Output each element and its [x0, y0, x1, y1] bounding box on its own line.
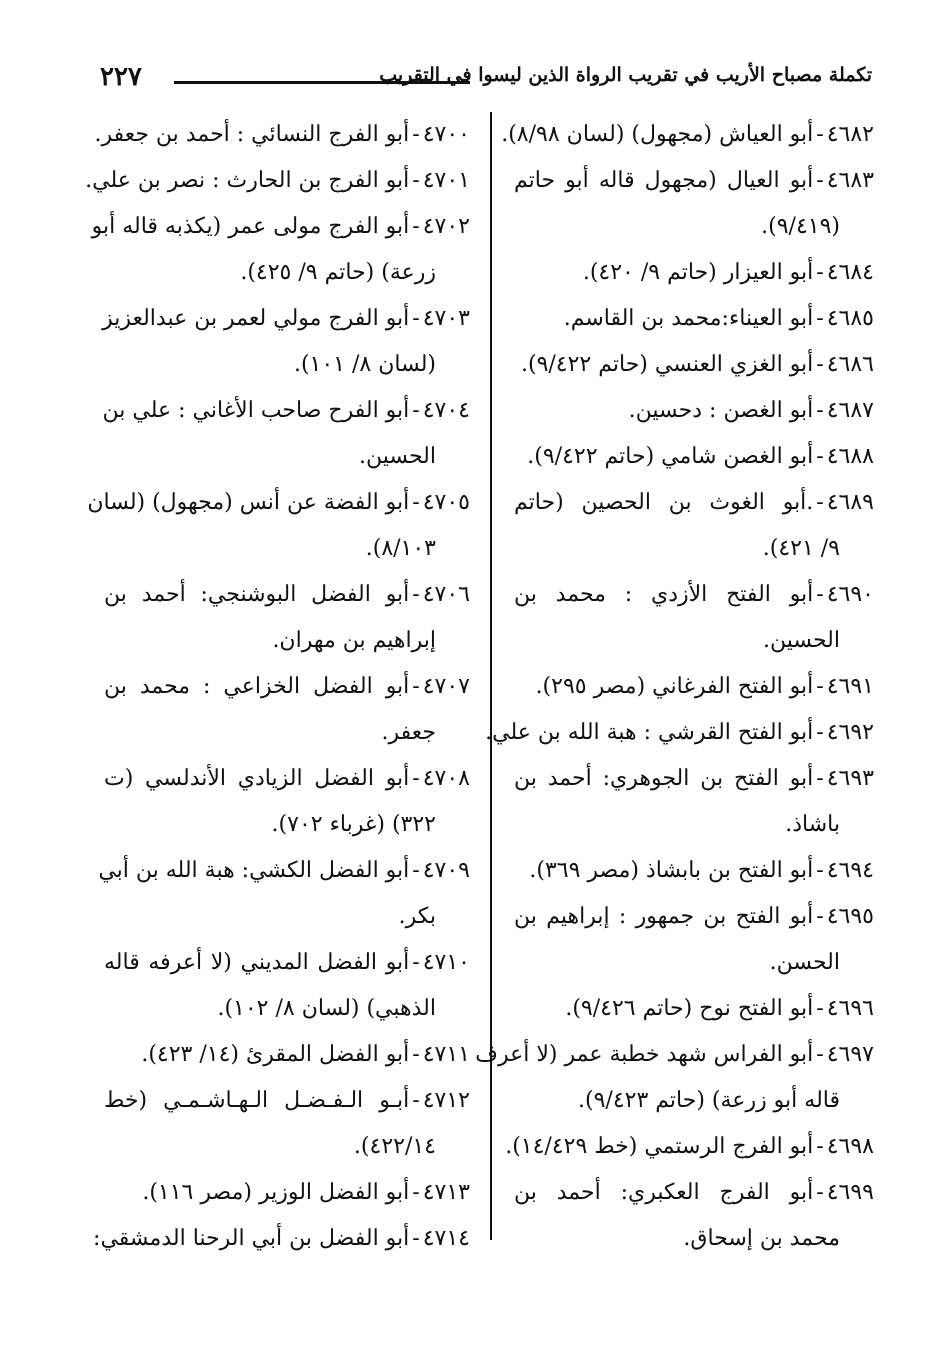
entry-first-line [514, 342, 874, 388]
entry-continuation-line [514, 526, 874, 572]
entry-text: أبو الغصن : دحسين. [628, 398, 814, 423]
entry-item [514, 434, 874, 480]
entry-number: ٤٦٨٢ [826, 122, 874, 147]
entry-number: ٤٦٨٥ [826, 306, 874, 331]
entry-first-line [104, 572, 470, 618]
entry-text: (٩/٤١٩). [761, 214, 840, 239]
entry-dash: - [412, 306, 420, 331]
entry-continuation-line [514, 618, 874, 664]
entry-number: ٤٧٠٥ [422, 490, 470, 515]
entry-item [514, 756, 874, 848]
entry-number: ٤٦٨٨ [826, 444, 874, 469]
entry-continuation-line [514, 940, 874, 986]
entry-text: أبو الفتح الفرغاني (مصر ٢٩٥). [535, 674, 814, 699]
entry-text: أبو الفضل الكشي: هبة الله بن أبي [98, 858, 410, 883]
entry-text: أبو الفتح نوح (حاتم ٩/٤٢٦). [565, 996, 814, 1021]
entry-item [514, 572, 874, 664]
entry-continuation-line [104, 618, 470, 664]
entry-text: ٩/ ٤٢١). [762, 536, 840, 561]
entry-item [514, 986, 874, 1032]
entry-text: أبو الفرج بن الحارث : نصر بن علي. [85, 168, 410, 193]
entry-text: بكر. [398, 904, 436, 929]
entry-number: ٤٦٩٥ [826, 904, 874, 929]
entry-dash: - [412, 858, 420, 883]
entry-first-line [514, 756, 874, 802]
entry-number: ٤٧١٠ [422, 950, 470, 975]
entry-first-line [85, 158, 470, 204]
entry-dash: - [816, 398, 824, 423]
entry-text: أبو الفتح بن بابشاذ (مصر ٣٦٩). [529, 858, 814, 883]
entry-item [104, 664, 470, 756]
entry-continuation-line [104, 894, 470, 940]
entry-text: أبو الفرج النسائي : أحمد بن جعفر. [94, 122, 410, 147]
page-number: ٢٢٧ [100, 62, 142, 92]
entry-continuation-line [104, 250, 470, 296]
entry-text: أبو العيزار (حاتم ٩/ ٤٢٠). [582, 260, 814, 285]
entry-continuation-line [514, 1216, 874, 1262]
entry-dash: - [816, 122, 824, 147]
entry-item [104, 756, 470, 848]
entry-text: أبو الفضل المديني (لا أعرفه قاله [104, 950, 410, 975]
entry-continuation-line [104, 802, 470, 848]
entry-text: أبو الغزي العنسي (حاتم ٩/٤٢٢). [520, 352, 814, 377]
entry-item [514, 158, 874, 250]
entry-number: ٤٦٨٦ [826, 352, 874, 377]
entry-text: (لسان ٨/ ١٠١). [293, 352, 436, 377]
entry-text: ٣٢٢) (غرباء ٧٠٢). [271, 812, 436, 837]
entry-continuation-line [514, 1078, 874, 1124]
entry-item [104, 388, 470, 480]
entry-first-line [104, 388, 470, 434]
entry-item [514, 250, 874, 296]
entry-number: ٤٧٠٧ [422, 674, 470, 699]
entry-number: ٤٧٠٣ [422, 306, 470, 331]
entry-first-line [514, 388, 874, 434]
entry-item [93, 1216, 470, 1262]
entry-text: أبو الغصن شامي (حاتم ٩/٤٢٢). [527, 444, 814, 469]
entry-number: ٤٦٩٣ [826, 766, 874, 791]
entry-dash: - [412, 122, 420, 147]
entry-number: ٤٦٩٨ [826, 1134, 874, 1159]
entry-text: أبو الفرج مولى عمر (يكذبه قاله أبو [91, 214, 410, 239]
entry-continuation-line [514, 204, 874, 250]
entry-text: أبو الفضل المقرئ (١٤/ ٤٢٣). [141, 1042, 410, 1067]
entry-item [104, 296, 470, 388]
entry-item [91, 204, 470, 296]
entry-text: أبو الفتح القرشي : هبة الله بن علي. [485, 720, 814, 745]
entry-first-line [98, 848, 470, 894]
entry-number: ٤٦٨٣ [826, 168, 874, 193]
entry-first-line [104, 1078, 470, 1124]
entry-dash: - [816, 260, 824, 285]
entry-first-line [514, 664, 874, 710]
entry-text: جعفر. [381, 720, 436, 745]
entry-number: ٤٧١٤ [422, 1226, 470, 1251]
entry-number: ٤٧٠٩ [422, 858, 470, 883]
entry-text: ٤٢٢/١٤). [353, 1134, 436, 1159]
entry-continuation-line [104, 986, 470, 1032]
entry-continuation-line [514, 802, 874, 848]
entry-first-line [93, 1216, 470, 1262]
entry-number: ٤٦٩٤ [826, 858, 874, 883]
entry-text: أبو الفضل البوشنجي: أحمد بن [104, 582, 410, 607]
entry-dash: - [412, 950, 420, 975]
entry-first-line [505, 1124, 874, 1170]
entry-first-line [514, 894, 874, 940]
entry-first-line [104, 756, 470, 802]
entry-dash: - [816, 996, 824, 1021]
left-column [85, 112, 470, 1262]
entry-continuation-line [104, 710, 470, 756]
entry-first-line [514, 572, 874, 618]
entry-text: أبو الفضل الخزاعي : محمد بن [104, 674, 410, 699]
entry-text: الحسن. [769, 950, 840, 975]
entry-dash: - [412, 168, 420, 193]
entry-continuation-line [104, 434, 470, 480]
entry-first-line [514, 158, 874, 204]
entry-item [485, 710, 874, 756]
entry-text: أبو العيناء:محمد بن القاسم. [563, 306, 814, 331]
entry-item [104, 1032, 470, 1078]
entry-item [94, 112, 470, 158]
page-header [100, 60, 872, 100]
entry-item [98, 848, 470, 940]
entry-first-line [87, 480, 470, 526]
entry-text: أبو الفضل بن أبي الرحنا الدمشقي: [93, 1226, 410, 1251]
entry-text: أبو الفتح بن الجوهري: أحمد بن [514, 766, 814, 791]
entry-first-line [514, 250, 874, 296]
entry-number: ٤٧٠٨ [422, 766, 470, 791]
entry-dash: - [412, 1088, 420, 1113]
entry-text: أبو الفرج مولي لعمر بن عبدالعزيز [102, 306, 410, 331]
entry-dash: - [816, 858, 824, 883]
entry-number: ٤٦٩٧ [826, 1042, 874, 1067]
entry-text: أبو الفرج العكبري: أحمد بن [514, 1180, 814, 1205]
entry-dash: - [816, 352, 824, 377]
entry-first-line [94, 112, 470, 158]
running-title: تكملة مصباح الأريب في تقريب الرواة الذين ليسوا في التقريب [379, 64, 872, 86]
entry-first-line [104, 664, 470, 710]
entry-continuation-line [104, 1124, 470, 1170]
entry-item [514, 664, 874, 710]
entry-item [87, 480, 470, 572]
entry-first-line [104, 940, 470, 986]
entry-dash: - [412, 674, 420, 699]
entry-number: ٤٧١٢ [422, 1088, 470, 1113]
entry-dash: - [412, 1042, 420, 1067]
entry-text: أبو الفرج الرستمي (خط ١٤/٤٢٩). [505, 1134, 814, 1159]
entry-dash: - [412, 766, 420, 791]
entry-first-line [514, 986, 874, 1032]
entry-first-line [514, 848, 874, 894]
entry-text: أبـو الـفـضـل الـهـاشـمـي (خط [104, 1088, 410, 1113]
entry-dash: - [412, 1226, 420, 1251]
entry-number: ٤٦٩٠ [826, 582, 874, 607]
entry-item [104, 1078, 470, 1170]
entry-number: ٤٦٩٦ [826, 996, 874, 1021]
entry-number: ٤٧١١ [422, 1042, 470, 1067]
entry-text: أبو الفراس شهد خطبة عمر (لا أعرف [475, 1042, 814, 1067]
entry-text: أبو العياش (مجهول) (لسان ٨/٩٨). [501, 122, 814, 147]
entry-first-line [514, 434, 874, 480]
entry-text: إبراهيم بن مهران. [272, 628, 436, 653]
entry-first-line [501, 112, 874, 158]
entry-first-line [91, 204, 470, 250]
entry-number: ٤٦٨٧ [826, 398, 874, 423]
entry-dash: - [816, 1042, 824, 1067]
right-column [475, 112, 874, 1262]
entry-text: أبو الفتح بن جمهور : إبراهيم بن [514, 904, 814, 929]
entry-item [514, 388, 874, 434]
entry-continuation-line [104, 342, 470, 388]
entry-number: ٤٧٠١ [422, 168, 470, 193]
entry-item [475, 1032, 874, 1124]
entry-item [104, 572, 470, 664]
entry-dash: - [816, 168, 824, 193]
entry-first-line [485, 710, 874, 756]
entry-dash: - [412, 398, 420, 423]
entry-dash: - [412, 1180, 420, 1205]
entry-item [514, 296, 874, 342]
entry-text: أبو العيال (مجهول قاله أبو حاتم [514, 168, 814, 193]
entry-first-line [104, 1170, 470, 1216]
entry-item [104, 940, 470, 1032]
entry-dash: - [816, 306, 824, 331]
entry-number: ٤٦٨٤ [826, 260, 874, 285]
entry-dash: - [816, 1180, 824, 1205]
entry-first-line [514, 480, 874, 526]
entry-item [514, 894, 874, 986]
entry-item [104, 1170, 470, 1216]
entry-text: محمد بن إسحاق. [683, 1226, 840, 1251]
entry-item [514, 848, 874, 894]
entry-dash: - [816, 674, 824, 699]
entry-text: ٨/١٠٣). [365, 536, 436, 561]
entry-number: ٤٧٠٤ [422, 398, 470, 423]
entry-dash: - [816, 582, 824, 607]
entry-dash: - [816, 1134, 824, 1159]
entry-text: .أبو الغوث بن الحصين (حاتم [514, 490, 814, 515]
entry-text: الذهبي) (لسان ٨/ ١٠٢). [217, 996, 436, 1021]
entry-text: باشاذ. [785, 812, 840, 837]
entry-text: أبو الفضة عن أنس (مجهول) (لسان [87, 490, 410, 515]
entry-dash: - [816, 720, 824, 745]
entry-item [514, 342, 874, 388]
entry-number: ٤٧٠٠ [422, 122, 470, 147]
entry-item [85, 158, 470, 204]
entry-dash: - [816, 766, 824, 791]
entry-number: ٤٧٠٢ [422, 214, 470, 239]
entry-dash: - [816, 444, 824, 469]
entry-text: قاله أبو زرعة) (حاتم ٩/٤٢٣). [578, 1088, 840, 1113]
entry-item [501, 112, 874, 158]
entry-dash: - [816, 490, 824, 515]
entry-number: ٤٦٨٩ [826, 490, 874, 515]
entry-continuation-line [104, 526, 470, 572]
entry-first-line [104, 296, 470, 342]
entry-text: أبو الفرح صاحب الأغاني : علي بن [102, 398, 410, 423]
entry-item [505, 1124, 874, 1170]
entry-item [514, 480, 874, 572]
entry-number: ٤٦٩٩ [826, 1180, 874, 1205]
entry-dash: - [816, 904, 824, 929]
entry-first-line [475, 1032, 874, 1078]
entry-text: زرعة) (حاتم ٩/ ٤٢٥). [240, 260, 436, 285]
entry-number: ٤٧٠٦ [422, 582, 470, 607]
entry-text: أبو الفضل الوزير (مصر ١١٦). [142, 1180, 410, 1205]
entry-number: ٤٦٩١ [826, 674, 874, 699]
entry-dash: - [412, 582, 420, 607]
entry-text: أبو الفضل الزيادي الأندلسي (ت [104, 766, 410, 791]
entry-dash: - [412, 214, 420, 239]
entry-text: الحسين. [358, 444, 436, 469]
entry-text: الحسين. [762, 628, 840, 653]
entry-first-line [514, 296, 874, 342]
entry-text: أبو الفتح الأزدي : محمد بن [514, 582, 814, 607]
entry-first-line [514, 1170, 874, 1216]
entry-item [514, 1170, 874, 1262]
entry-dash: - [412, 490, 420, 515]
entry-first-line [104, 1032, 470, 1078]
entry-number: ٤٦٩٢ [826, 720, 874, 745]
entry-number: ٤٧١٣ [422, 1180, 470, 1205]
